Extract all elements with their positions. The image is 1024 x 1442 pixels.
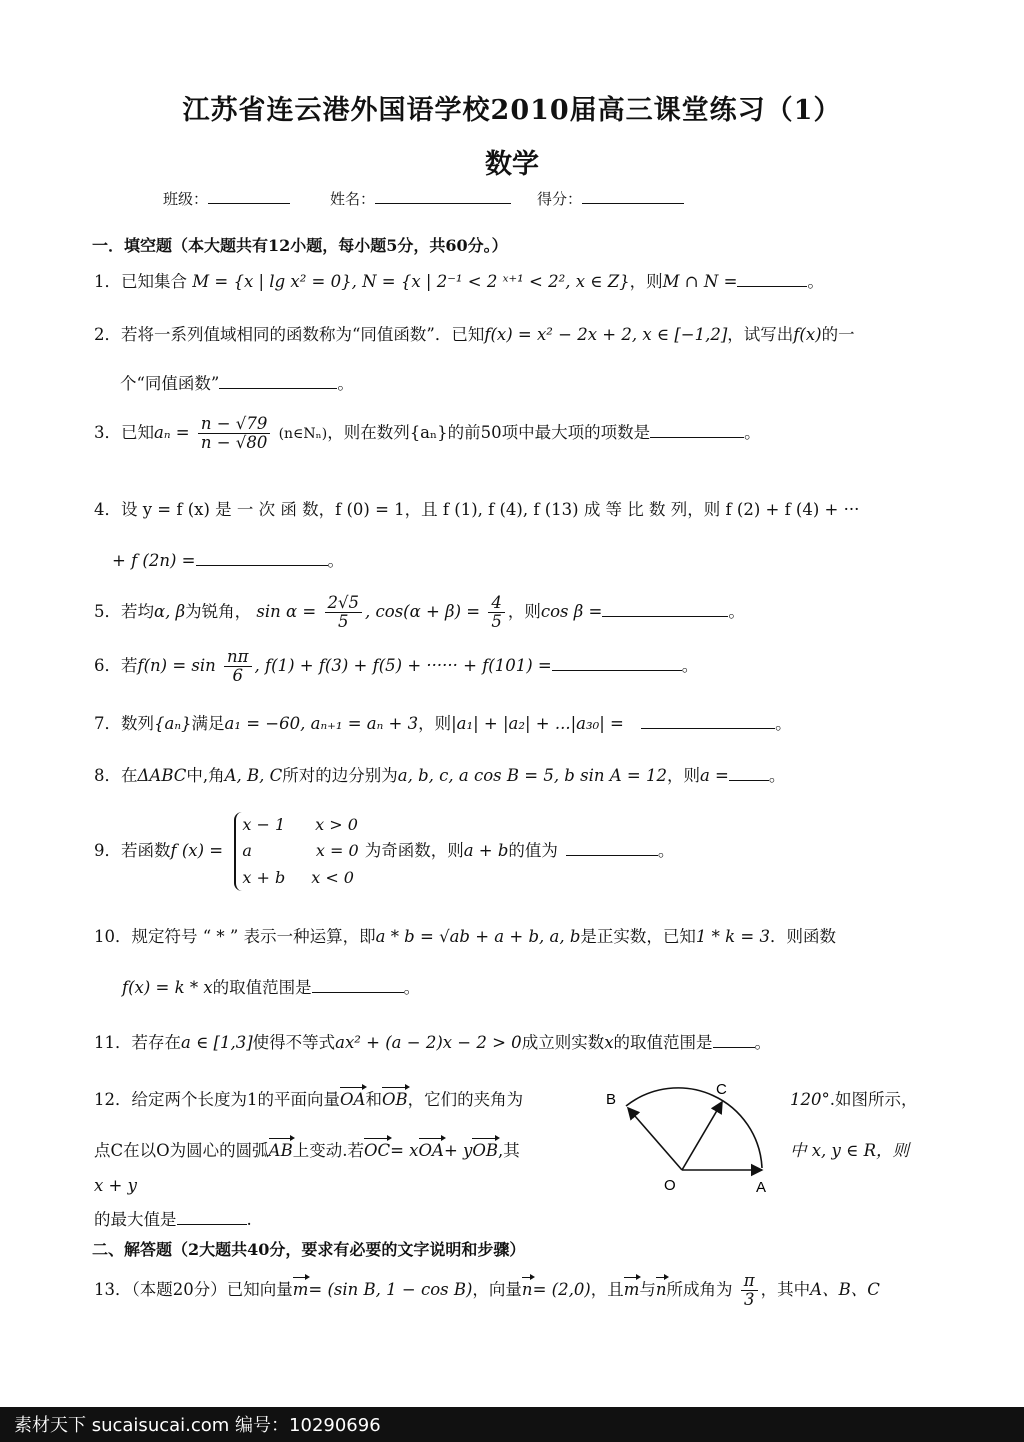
answer-blank-3	[650, 423, 744, 438]
answer-blank-1	[737, 272, 807, 287]
question-8: 8．在ΔABC中,角A, B, C所对的边分别为a, b, c, a cos B = 5, b sin A = 12，则a = 。	[94, 766, 786, 785]
fraction-5a: $\frac{2√5}{5}$	[325, 594, 363, 631]
vector-ob	[628, 1108, 682, 1170]
score-blank	[582, 189, 684, 204]
question-4-line-2: + f (2n) = 。	[112, 551, 344, 570]
vector-arc-figure	[598, 1078, 778, 1198]
question-7: 7．数列{aₙ}满足a₁ = −60, aₙ₊₁ = aₙ + 3，则|a₁| + |a₂| + ...|a₃₀| = 。	[94, 714, 792, 733]
class-label: 班级：	[163, 190, 209, 208]
question-12-right-2: 中 x, y ∈ R，则	[790, 1141, 909, 1160]
question-10: 10．规定符号 “ * ” 表示一种运算，即a * b = √ab + a + b, a, b是正实数，已知1 * k = 3．则函数	[94, 927, 836, 946]
answer-blank-9	[566, 841, 658, 856]
watermark-text: 素材天下 sucaisucai.com 编号：10290696	[14, 1415, 381, 1436]
question-12-right: 120°.如图所示，	[790, 1090, 918, 1109]
score-label: 得分：	[537, 190, 583, 208]
question-12: 12．给定两个长度为1的平面向量OA和OB，它们的夹角为	[94, 1090, 524, 1109]
subject-title: 数学	[485, 149, 539, 180]
answer-blank-8	[729, 766, 769, 781]
question-12-line-2: 点C在以O为圆心的圆弧AB上变动.若OC= xOA+ yOB,其	[94, 1141, 520, 1160]
question-6: 6．若f(n) = sin $\frac{n\pi}{6}$ , f(1) + f(3) + f(5) + ······ + f(101) = 。	[94, 647, 699, 686]
name-label: 姓名：	[330, 190, 376, 208]
question-12-line-4: 的最大值是 .	[94, 1210, 252, 1229]
class-field	[163, 188, 290, 209]
section-2-title: 二、解答题（2大题共40分，要求有必要的文字说明和步骤）	[92, 1240, 526, 1259]
question-4: 4．设 y = f (x) 是 一 次 函 数，f (0) = 1，且 f (1), f (4), f (13) 成 等 比 数 列，则 f (2) + f (4) + ···	[94, 500, 860, 519]
section-1-title: 一．填空题（本大题共有12小题，每小题5分，共60分。）	[92, 236, 508, 255]
name-field	[330, 188, 511, 209]
question-11: 11．若存在a ∈ [1,3]使得不等式ax² + (a − 2)x − 2 > 0成立则实数x的取值范围是 。	[94, 1033, 771, 1052]
answer-blank-10	[312, 978, 404, 993]
answer-blank-6	[552, 656, 682, 671]
question-10-line-2: f(x) = k * x的取值范围是 。	[122, 978, 421, 997]
class-blank	[208, 189, 290, 204]
vector-oc	[682, 1102, 722, 1170]
question-2-line-2: 个“同值函数” 。	[120, 374, 354, 393]
label-c: C	[716, 1081, 727, 1098]
name-blank	[375, 189, 511, 204]
label-a: A	[756, 1179, 767, 1196]
answer-blank-2	[219, 374, 337, 389]
score-field	[537, 188, 684, 209]
answer-blank-12	[177, 1210, 247, 1225]
question-3: 3．已知aₙ = $\frac{n - √79}{n - √80}$ (n∈Nₙ)，则在数列{aₙ}的前50项中最大项的项数是 。	[94, 414, 761, 453]
question-2: 2．若将一系列值域相同的函数称为“同值函数”．已知f(x) = x² − 2x + 2, x ∈ [−1,2]，试写出f(x)的一	[94, 325, 855, 344]
question-5: 5．若均α, β为锐角， sin α = $\frac{2√5}{5}$ , cos(α + β) = $\frac{4}{5}$ ，则cos β = 。	[94, 593, 745, 632]
answer-blank-7	[641, 714, 775, 729]
label-o: O	[664, 1177, 676, 1194]
question-9: 9．若函数f (x) = x − 1 x > 0 a x = 0 x + b x < 0 为奇函数，则a + b的值为 。	[94, 812, 674, 891]
fraction-5b: $\frac{4}{5}$	[488, 594, 505, 631]
piecewise-function: x − 1 x > 0 a x = 0 x + b x < 0	[234, 812, 358, 891]
fraction-13: $\frac{\pi}{3}$	[741, 1272, 758, 1309]
page-title: 江苏省连云港外国语学校2010届高三课堂练习（1）	[182, 95, 842, 126]
label-b: B	[606, 1091, 617, 1108]
question-1: 1．已知集合 M = {x | lg x² = 0}, N = {x | 2⁻¹ < 2 ˣ⁺¹ < 2², x ∈ Z}，则M ∩ N = 。	[94, 272, 824, 291]
fraction-6: $\frac{n\pi}{6}$	[224, 648, 251, 685]
answer-blank-11	[713, 1033, 755, 1048]
fraction-3: $\frac{n - √79}{n - √80}$	[198, 415, 270, 452]
answer-blank-5	[602, 602, 728, 617]
question-12-line-3: x + y	[94, 1176, 137, 1195]
answer-blank-4	[196, 551, 328, 566]
question-13: 13．（本题20分）已知向量m= (sin B, 1 − cos B)，向量n= (2,0)，且m与n所成角为 $\frac{\pi}{3}$ ，其中A、B、C	[94, 1271, 880, 1310]
